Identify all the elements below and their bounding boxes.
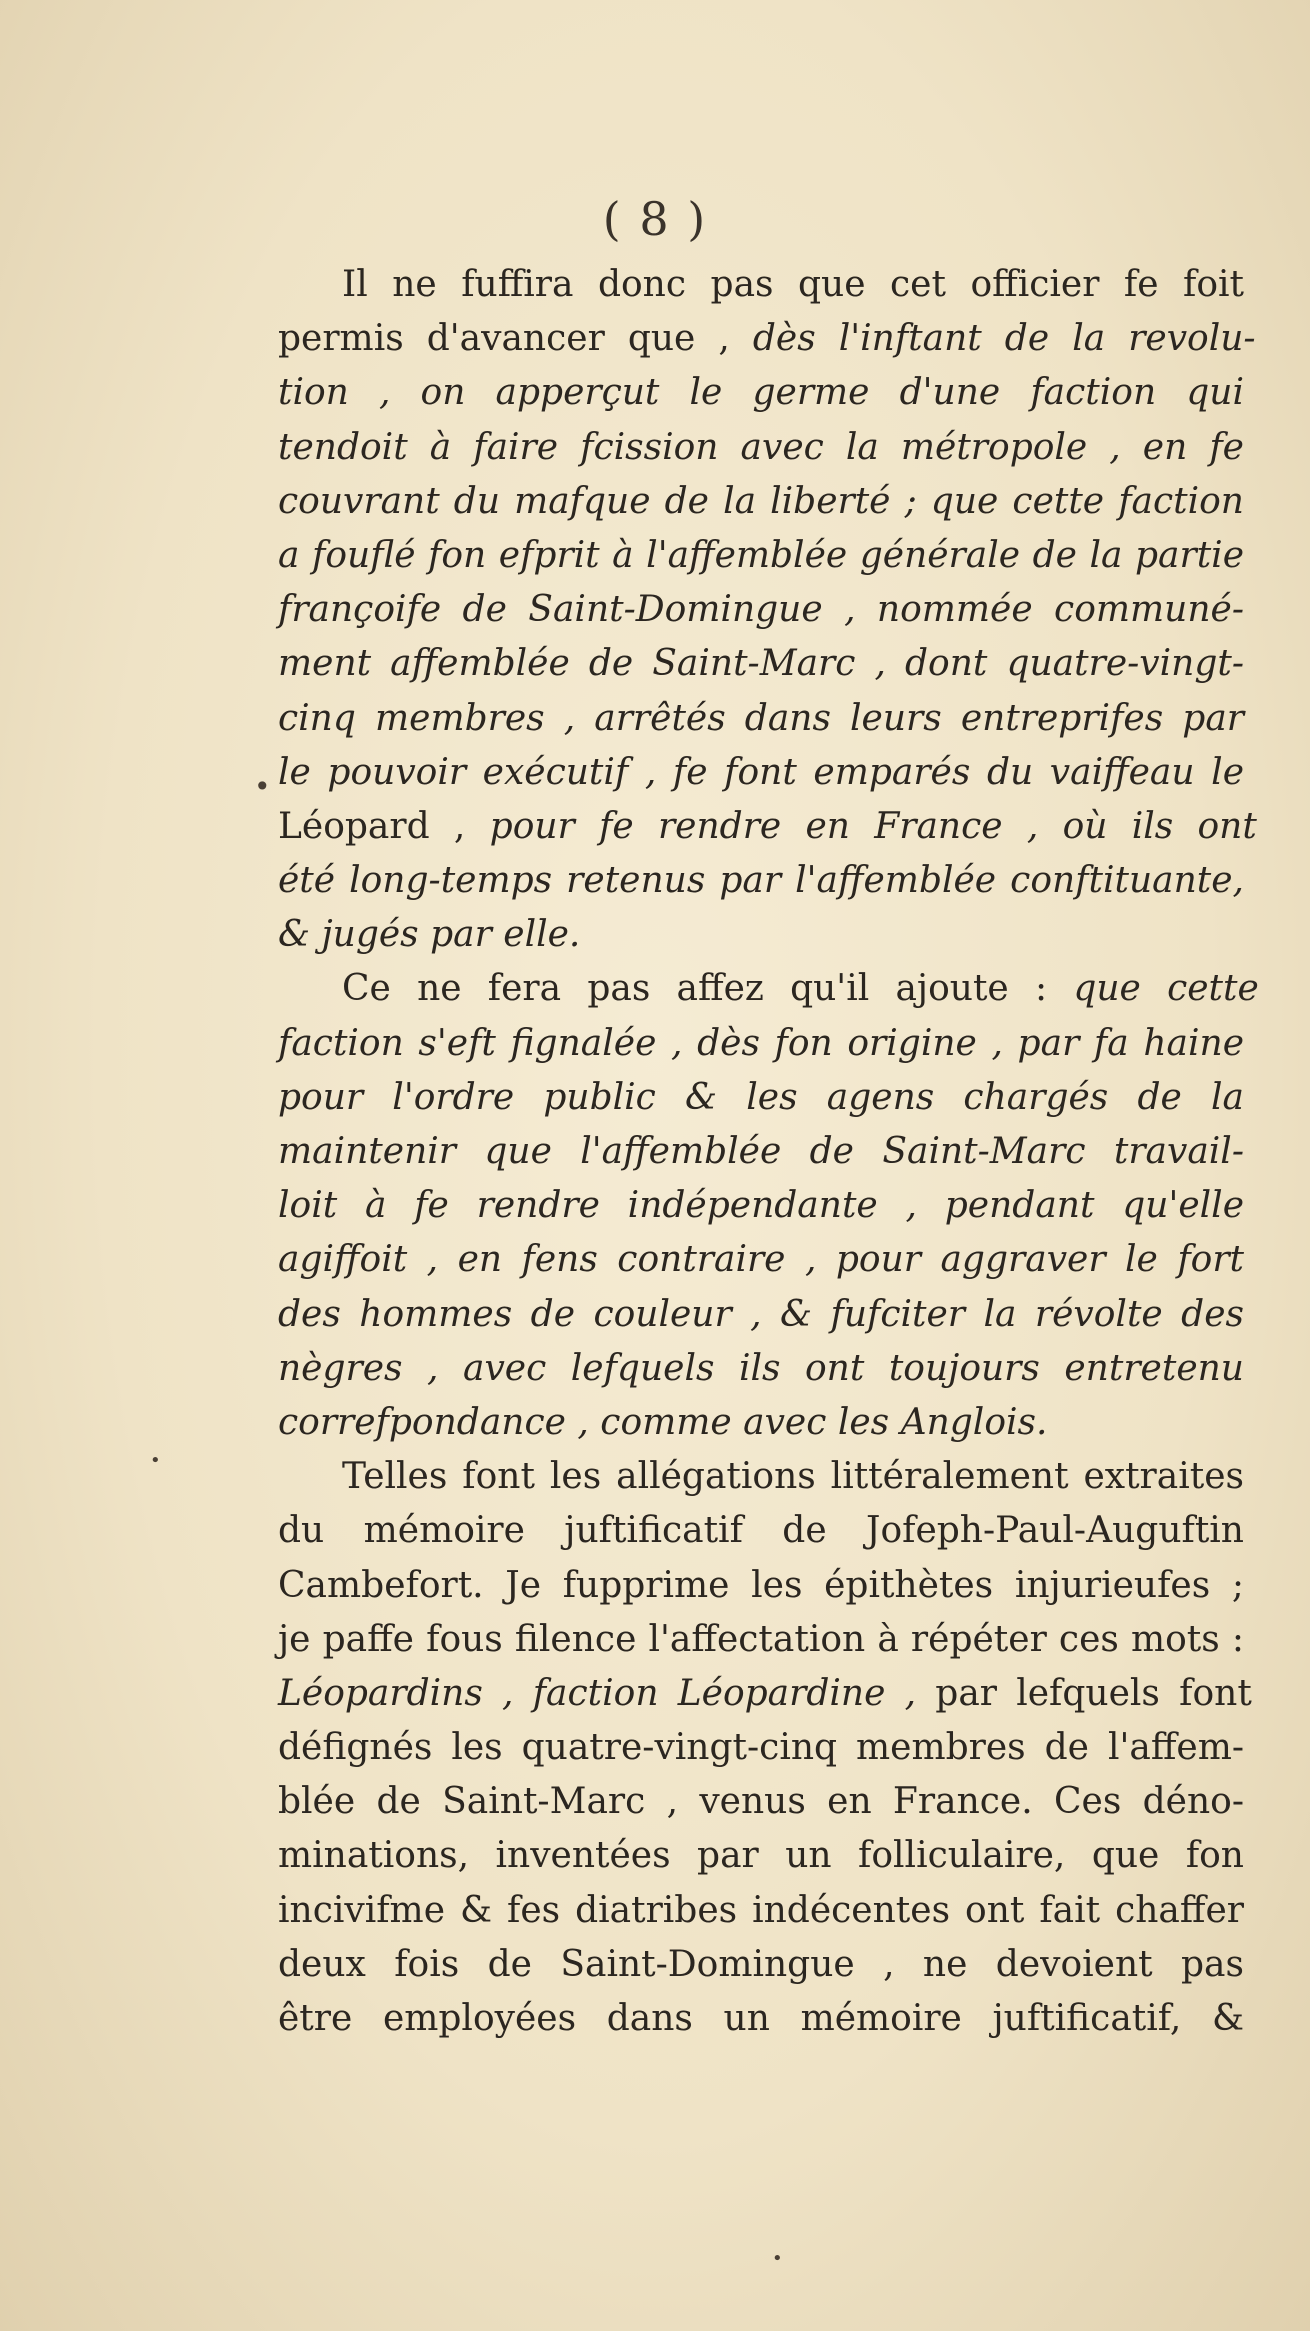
italic-text-segment: des hommes de couleur , & fufciter la révolte des <box>278 1293 1244 1335</box>
italic-text-segment: agiffoit , en fens contraire , pour aggraver le fort <box>278 1239 1244 1281</box>
text-line <box>278 1396 1244 1450</box>
roman-text-segment: je paffe fous filence l'affectation à répéter ces mots : <box>278 1618 1244 1660</box>
text-line <box>278 1288 1244 1342</box>
text-line <box>278 1233 1244 1287</box>
text-line <box>278 583 1244 637</box>
italic-text-segment: correfpondance , comme avec les Anglois. <box>278 1401 1048 1443</box>
italic-text-segment: cinq membres , arrêtés dans leurs entreprifes par <box>278 697 1244 739</box>
roman-text-segment: minations, inventées par un folliculaire, que fon <box>278 1835 1244 1877</box>
roman-text-segment: Léopard , <box>278 805 490 847</box>
text-line <box>278 1450 1244 1504</box>
italic-text-segment: pour l'ordre public & les agens chargés de la <box>278 1076 1244 1118</box>
text-line <box>278 1504 1244 1558</box>
text-line <box>278 1342 1244 1396</box>
roman-text-segment: Il ne fuffira donc pas que cet officier fe foit <box>342 264 1244 305</box>
text-line <box>278 1071 1244 1125</box>
text-line <box>278 692 1244 746</box>
text-line <box>278 1613 1244 1667</box>
roman-text-segment: Ce ne fera pas affez qu'il ajoute : <box>342 968 1074 1010</box>
text-line <box>278 529 1244 583</box>
roman-text-segment: être employées dans un mémoire juftificatif, & <box>278 1998 1244 2039</box>
text-line <box>278 908 1244 962</box>
italic-text-segment: ment affemblée de Saint-Marc , dont quatre-vingt- <box>278 643 1244 685</box>
ink-speck: • <box>150 1450 161 1471</box>
ink-speck: • <box>254 770 271 803</box>
text-line <box>278 1938 1244 1992</box>
italic-text-segment: le pouvoir exécutif , fe font emparés du vaiffeau le <box>278 751 1244 793</box>
roman-text-segment: par lefquels font <box>935 1672 1252 1714</box>
roman-text-segment: Telles font les allégations littéralement extraites <box>342 1456 1244 1498</box>
roman-text-segment: deux fois de Saint-Domingue , ne devoient pas <box>278 1943 1244 1985</box>
text-line <box>278 1829 1244 1883</box>
italic-text-segment: maintenir que l'affemblée de Saint-Marc travail- <box>278 1131 1244 1172</box>
text-line <box>278 366 1244 420</box>
italic-text-segment: tion , on apperçut le germe d'une faction qui <box>278 372 1244 414</box>
text-line <box>278 1179 1244 1233</box>
text-line <box>278 258 1244 312</box>
text-line <box>278 1667 1252 1721</box>
italic-text-segment: dès l'inftant de la revolu- <box>752 318 1256 360</box>
italic-text-segment: pour fe rendre en France , où ils ont <box>489 805 1257 847</box>
roman-text-segment: blée de Saint-Marc , venus en France. Ces déno- <box>278 1781 1244 1823</box>
text-line <box>278 421 1244 475</box>
italic-text-segment: faction s'eft fignalée , dès fon origine , par fa haine <box>278 1022 1244 1064</box>
italic-text-segment: été long-temps retenus par l'affemblée conftituante, <box>278 860 1244 902</box>
italic-text-segment: a fouflé fon efprit à l'affemblée générale de la partie <box>278 534 1244 576</box>
ink-speck: • <box>772 2248 783 2269</box>
italic-text-segment: couvrant du mafque de la liberté ; que cette faction <box>278 480 1244 522</box>
roman-text-segment: Cambefort. Je fupprime les épithètes injurieufes ; <box>278 1564 1244 1606</box>
text-line <box>278 746 1244 800</box>
roman-text-segment: incivifme & fes diatribes indécentes ont fait chaffer <box>278 1889 1244 1931</box>
italic-text-segment: françoife de Saint-Domingue , nommée communé- <box>278 589 1244 631</box>
italic-text-segment: & jugés par elle. <box>278 914 581 956</box>
italic-text-segment: que cette <box>1073 968 1259 1010</box>
page-number: ( 8 ) <box>602 192 708 246</box>
text-line <box>278 854 1244 908</box>
text-line <box>278 962 1259 1016</box>
text-line <box>278 475 1244 529</box>
roman-text-segment: permis d'avancer que , <box>278 318 753 360</box>
body-text <box>278 258 1259 2046</box>
italic-text-segment: tendoit à faire fcission avec la métropole , en fe <box>278 426 1244 468</box>
text-line <box>278 1775 1244 1829</box>
text-line <box>278 1884 1244 1938</box>
text-line <box>278 800 1257 854</box>
text-line <box>278 1559 1244 1613</box>
text-line <box>278 1125 1244 1179</box>
text-line <box>278 1017 1244 1071</box>
italic-text-segment: Léopardins , faction Léopardine , <box>278 1672 936 1714</box>
text-line <box>278 1992 1244 2046</box>
roman-text-segment: défignés les quatre-vingt-cinq membres de l'affem- <box>278 1727 1244 1769</box>
italic-text-segment: loit à fe rendre indépendante , pendant qu'elle <box>278 1185 1244 1227</box>
text-line <box>278 637 1244 691</box>
roman-text-segment: du mémoire juftificatif de Jofeph-Paul-Auguftin <box>278 1510 1244 1552</box>
text-line <box>278 1721 1244 1775</box>
text-line <box>278 312 1256 366</box>
italic-text-segment: nègres , avec lefquels ils ont toujours entretenu <box>278 1347 1244 1389</box>
